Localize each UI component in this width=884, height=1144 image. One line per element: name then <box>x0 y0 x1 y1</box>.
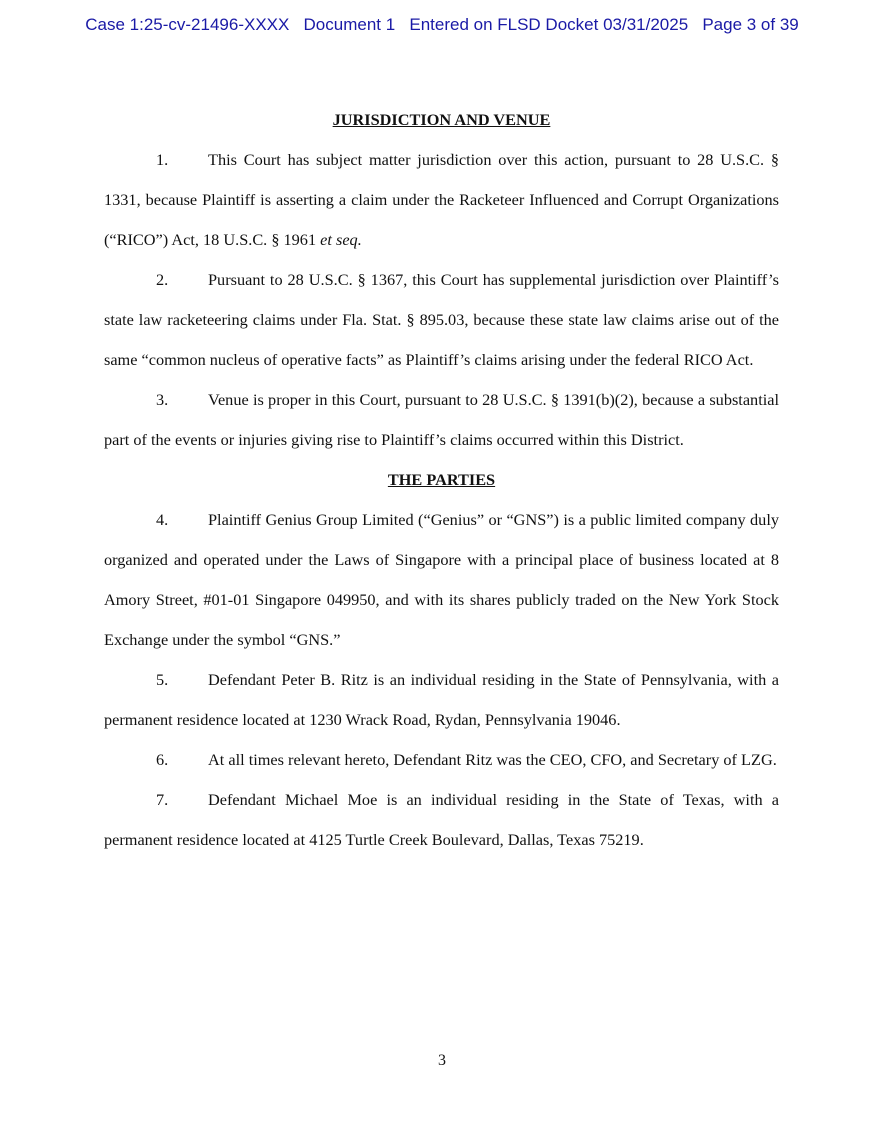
case-number: Case 1:25-cv-21496-XXXX <box>85 15 290 34</box>
paragraph-number: 2. <box>156 270 169 289</box>
paragraph-number: 3. <box>156 390 169 409</box>
paragraph-5 <box>104 660 779 740</box>
paragraph-text: Defendant Michael Moe is an individual residing in the State of Texas, with a permanent residence located at 4125 Turtle Creek Boulevard, Dallas, Texas 75219. <box>104 790 779 849</box>
docket-header <box>0 15 884 35</box>
paragraph-3 <box>104 380 779 460</box>
section-heading-jurisdiction: JURISDICTION AND VENUE <box>332 110 551 129</box>
paragraph-text: Plaintiff Genius Group Limited (“Genius” or “GNS”) is a public limited company duly organized and operated under the Laws of Singapore with a principal place of business located at 8 Amory Street, #01-01 Singapore 049950, and with its shares publicly traded on the New York Stock Exchange under the symbol “GNS.” <box>104 510 779 649</box>
paragraph-number: 1. <box>156 150 169 169</box>
paragraph-7 <box>104 780 779 860</box>
document-body <box>104 100 779 860</box>
paragraph-number: 7. <box>156 790 169 809</box>
page-indicator: Page 3 of 39 <box>702 15 799 34</box>
paragraph-text: Defendant Peter B. Ritz is an individual residing in the State of Pennsylvania, with a permanent residence located at 1230 Wrack Road, Rydan, Pennsylvania 19046. <box>104 670 779 729</box>
entered-date: Entered on FLSD Docket 03/31/2025 <box>409 15 689 34</box>
paragraph-text: This Court has subject matter jurisdiction over this action, pursuant to 28 U.S.C. § 1331, because Plaintiff is asserting a claim under the Racketeer Influenced and Corrupt Organizations (“RICO”) Act, 18 U.S.C. § 1961 <box>104 150 779 249</box>
paragraph-text: At all times relevant hereto, Defendant Ritz was the CEO, CFO, and Secretary of LZG. <box>208 750 777 769</box>
paragraph-text: Venue is proper in this Court, pursuant to 28 U.S.C. § 1391(b)(2), because a substantial part of the events or injuries giving rise to Plaintiff’s claims occurred within this District. <box>104 390 779 449</box>
page-number: 3 <box>438 1052 446 1069</box>
paragraph-4 <box>104 500 779 660</box>
paragraph-2 <box>104 260 779 380</box>
paragraph-6 <box>104 740 779 780</box>
paragraph-number: 5. <box>156 670 169 689</box>
paragraph-text: Pursuant to 28 U.S.C. § 1367, this Court has supplemental jurisdiction over Plaintiff’s state law racketeering claims under Fla. Stat. § 895.03, because these state law claims arise out of the same “common nucleus of operative facts” as Plaintiff’s claims arising under the federal RICO Act. <box>104 270 779 369</box>
document-number: Document 1 <box>303 15 396 34</box>
paragraph-1 <box>104 140 779 260</box>
paragraph-number: 4. <box>156 510 169 529</box>
paragraph-italic: et seq. <box>320 230 362 249</box>
paragraph-number: 6. <box>156 750 169 769</box>
section-heading-parties: THE PARTIES <box>387 470 496 489</box>
